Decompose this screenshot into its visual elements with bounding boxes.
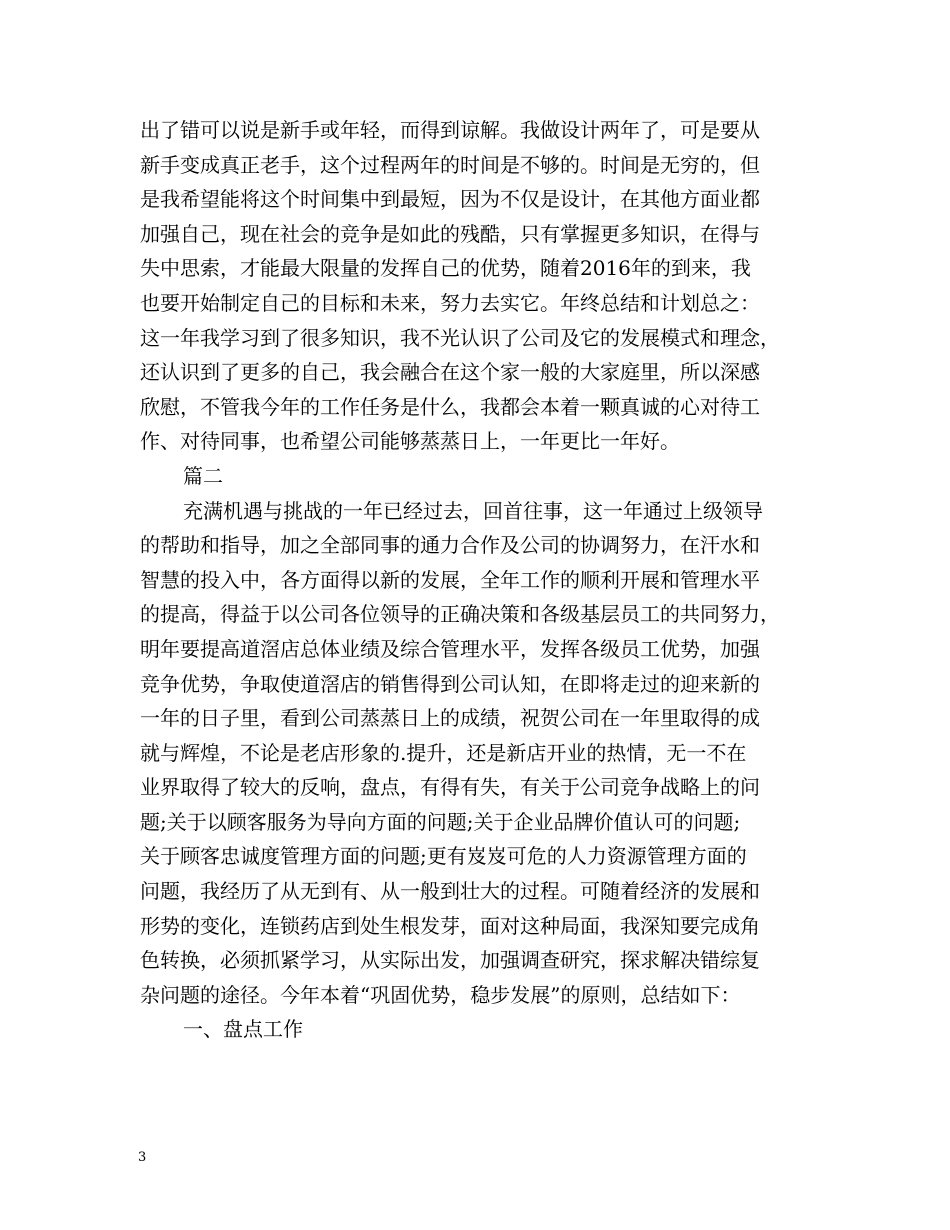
page-number: 3 bbox=[138, 1150, 147, 1165]
text-line: 加强自己，现在社会的竞争是如此的残酷，只有掌握更多知识，在得与 bbox=[140, 221, 760, 246]
text-line: 题;关于以顾客服务为导向方面的问题;关于企业品牌价值认可的问题; bbox=[140, 809, 741, 834]
text-line: 形势的变化，连锁药店到处生根发芽，面对这种局面，我深知要完成角 bbox=[140, 913, 760, 938]
text-line: 竞争优势，争取使道滘店的销售得到公司认知，在即将走过的迎来新的 bbox=[140, 671, 760, 696]
text-line: 的帮助和指导，加之全部同事的通力合作及公司的协调努力，在汗水和 bbox=[140, 533, 760, 558]
text-line: 就与辉煌，不论是老店形象的.提升，还是新店开业的热情，无一不在 bbox=[140, 740, 747, 765]
text-line: 还认识到了更多的自己，我会融合在这个家一般的大家庭里，所以深感 bbox=[140, 360, 760, 385]
section-heading: 篇二 bbox=[183, 463, 223, 488]
text-line: 也要开始制定自己的目标和未来，努力去实它。年终总结和计划总之： bbox=[140, 290, 760, 315]
text-line: 是我希望能将这个时间集中到最短，因为不仅是设计，在其他方面业都 bbox=[140, 187, 760, 212]
text-line: 作、对待同事，也希望公司能够蒸蒸日上，一年更比一年好。 bbox=[140, 429, 680, 454]
text-line: 的提高，得益于以公司各位领导的正确决策和各级基层员工的共同努力， bbox=[140, 602, 780, 627]
subsection-heading: 一、盘点工作 bbox=[183, 1017, 303, 1042]
text-line: 杂问题的途径。今年本着“巩固优势，稳步发展”的原则，总结如下： bbox=[140, 982, 741, 1007]
text-line: 智慧的投入中，各方面得以新的发展，全年工作的顺利开展和管理水平 bbox=[140, 567, 760, 592]
body-text bbox=[140, 113, 810, 1047]
text-line: 色转换，必须抓紧学习，从实际出发，加强调查研究，探求解决错综复 bbox=[140, 948, 760, 973]
text-line: 关于顾客忠诚度管理方面的问题;更有岌岌可危的人力资源管理方面的 bbox=[140, 844, 747, 869]
text-line: 一年的日子里，看到公司蒸蒸日上的成绩，祝贺公司在一年里取得的成 bbox=[140, 706, 760, 731]
text-line: 出了错可以说是新手或年轻，而得到谅解。我做设计两年了，可是要从 bbox=[140, 118, 760, 142]
text-line: 欣慰，不管我今年的工作任务是什么，我都会本着一颗真诚的心对待工 bbox=[140, 394, 760, 419]
text-line: 这一年我学习到了很多知识，我不光认识了公司及它的发展模式和理念， bbox=[140, 325, 780, 350]
paragraph-start-line: 充满机遇与挑战的一年已经过去，回首往事，这一年通过上级领导 bbox=[183, 498, 763, 523]
text-line: 问题，我经历了从无到有、从一般到壮大的过程。可随着经济的发展和 bbox=[140, 879, 760, 904]
text-line: 新手变成真正老手，这个过程两年的时间是不够的。时间是无穷的，但 bbox=[140, 152, 760, 177]
text-line: 失中思索，才能最大限量的发挥自己的优势，随着2016年的到来，我 bbox=[140, 256, 751, 281]
text-line: 明年要提高道滘店总体业绩及综合管理水平，发挥各级员工优势，加强 bbox=[140, 636, 760, 661]
text-line: 业界取得了较大的反响，盘点，有得有失，有关于公司竞争战略上的问 bbox=[140, 775, 760, 800]
